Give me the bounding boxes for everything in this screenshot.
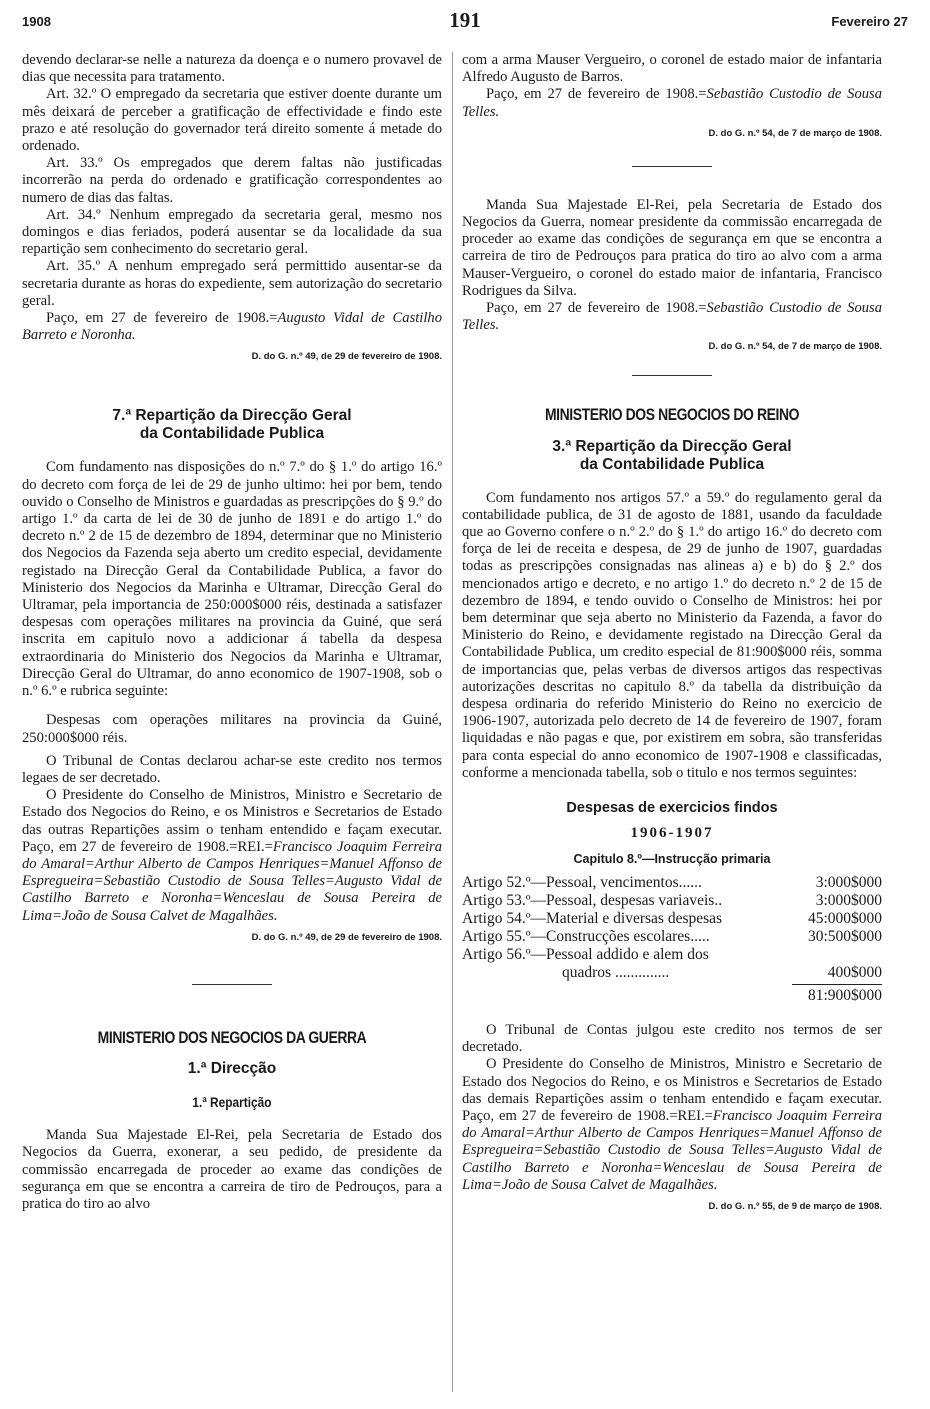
page-number: 191 [449, 8, 481, 32]
signatory: Sebastião Custodio de Sousa Telles. [462, 300, 883, 334]
section-heading-line1: 7.ª Repartição da Direcção Geral [112, 407, 352, 425]
separator-rule [632, 166, 712, 167]
column-divider [452, 52, 453, 1392]
decree-paragraph: Com fundamento nas disposições do n.º 7.º do § 1.º do artigo 16.º do decreto com força de lei de 29 de junho ultimo: hei por bem, tendo ouvido o Conselho de Ministros e guardadas as prescripções do § 9.º do artigo 1.º da carta de lei de 30 de junho de 1891 e do artigo 1.º do decreto n.º 2 de 15 de dezembro de 1894, determinar que no Ministerio dos Negocios da Fazenda seja aberto um credito especial, devidamente registado na Direcção Geral da Contabilidade Publica, a favor do Ministerio dos Negocios da Marinha e Ultramar, Direcção Geral do Ultramar, pela importancia de 250:000$000 réis, destinada a satisfazer despesas com operações militares na provincia da Guiné, que será inscrita em capitulo novo a addicionar á tabella da despesa extraordinaria do Ministerio dos Negocios da Marinha e Ultramar, Direcção Geral do Ultramar, do anno economico de 1907-1908, sob o n.º 6.º e rubrica seguinte: [22, 459, 442, 700]
tribunal-paragraph: O Tribunal de Contas declarou achar-se este credito nos termos legaes de ser decretado. [22, 752, 442, 786]
table-years: 1906-1907 [630, 825, 714, 842]
table-title: Despesas de exercicios findos [566, 800, 778, 817]
signatures-paragraph [22, 787, 442, 925]
signatory: Augusto Vidal de Castilho Barreto e Noronha. [22, 310, 442, 344]
table-chapter: Capitulo 8.º—Instrucção primaria [573, 851, 771, 866]
order-paragraph: Manda Sua Majestade El-Rei, pela Secretaria de Estado dos Negocios da Guerra, exonerar, a seu pedido, de presidente da commissão encarregada de proceder ao exame das condições de segurança em que se encontra a carreira de tiro de Pedrouços, para a pratica do tiro ao alvo [22, 1127, 442, 1212]
subsection-heading: 1.ª Repartição [192, 1093, 272, 1110]
article-32: Art. 32.º O empregado da secretaria que estiver doente durante um mês deixará de perceber a gratificação de effectividade e findo este prazo e até resolução do governador terá direito somente á metade do ordenado. [22, 86, 442, 155]
row-value: 45:000$000 [807, 909, 882, 927]
expense-paragraph: Despesas com operações militares na provincia da Guiné, 250:000$000 réis. [22, 712, 442, 746]
date-line: Paço, em 27 de fevereiro de 1908.= [46, 310, 278, 327]
paragraph: devendo declarar-se nelle a natureza da doença e o numero provavel de dias que necessita para tratamento. [22, 52, 442, 86]
row-label: Artigo 56.º—Pessoal addido e alem dos [462, 945, 709, 963]
signatures-paragraph [462, 1056, 882, 1194]
signatories: Francisco Joaquim Ferreira do Amaral=Arthur Alberto de Campos Henriques=Manuel Affonso de Espregueira=Sebastião Custodio de Sousa Telles=Augusto Vidal de Castilho Barreto e Noronha=Wenceslau de Sousa Pereira de Lima=João de Sousa Calvet de Magalhães. [22, 838, 442, 924]
date-line: Paço, em 27 de fevereiro de 1908.= [486, 300, 707, 317]
signature-paragraph [22, 310, 442, 344]
row-label: Artigo 55.º—Construcções escolares..... [462, 927, 710, 945]
article-34: Art. 34.º Nenhum empregado da secretaria geral, mesmo nos domingos e dias feriados, poderá ausentar se da localidade da sua repartição sem conhecimento do secretario geral. [22, 206, 442, 258]
decree-text: O Presidente do Conselho de Ministros, Ministro e Secretario de Estado dos Negocios do Reino, e os Ministros e Secretarios de Estado das outras Repartições assim o tenham entendido e façam executar. Paço, em 27 de fevereiro de 1908.=REI.= [22, 787, 442, 855]
row-value: 400$000 [827, 963, 882, 981]
directorate-heading: 1.ª Direcção [187, 1059, 277, 1077]
row-label: quadros .............. [562, 963, 670, 981]
ministry-heading: MINISTERIO DOS NEGOCIOS DA GUERRA [97, 1027, 367, 1047]
total-rule [792, 984, 882, 985]
date-line: Paço, em 27 de fevereiro de 1908.= [486, 86, 707, 103]
left-column [22, 52, 442, 1213]
header-year: 1908 [22, 14, 51, 29]
row-value: 3:000$000 [815, 891, 882, 909]
table-row [462, 964, 882, 982]
ministry-heading: MINISTERIO DOS NEGOCIOS DO REINO [544, 405, 800, 425]
separator-rule [192, 984, 272, 985]
table-row [462, 874, 882, 892]
table-row [462, 946, 882, 964]
table-total: 81:900$000 [807, 986, 882, 1004]
table-row [462, 910, 882, 928]
section-heading [22, 407, 442, 443]
right-column [462, 52, 882, 1213]
source-citation: D. do G. n.º 54, de 7 de março de 1908. [708, 127, 882, 139]
signature-paragraph [462, 86, 882, 120]
section-heading-line1: 3.ª Repartição da Direcção Geral [552, 437, 792, 455]
order-paragraph: Manda Sua Majestade El-Rei, pela Secretaria de Estado dos Negocios da Guerra, nomear presidente da commissão encarregada de proceder ao exame das condições de segurança em que se encontra a carreira de tiro de Pedrouços para pratica do tiro ao alvo com a arma Mauser-Vergueiro, o coronel do estado maior de infantaria, Francisco Rodrigues da Silva. [462, 196, 882, 299]
separator-rule [632, 375, 712, 376]
article-33: Art. 33.º Os empregados que derem faltas não justificadas incorrerão na perda do ordenado e gratificação correspondentes ao numero de dias das faltas. [22, 155, 442, 206]
article-35: Art. 35.º A nenhum empregado será permittido ausentar-se da secretaria durante as horas do expediente, sem autorização do secretario geral. [22, 258, 442, 309]
decree-text: O Presidente do Conselho de Ministros, Ministro e Secretario de Estado dos Negocios do Reino, e os Ministros e Secretarios de Estado das demais Repartições assim o tenham entendido e façam executar. Paço, em 27 de fevereiro de 1908.=REI.= [462, 1056, 882, 1124]
row-label: Artigo 54.º—Material e diversas despesas [462, 909, 723, 927]
section-heading-line2: da Contabilidade Publica [579, 455, 765, 473]
signatories: Francisco Joaquim Ferreira do Amaral=Arthur Alberto de Campos Henriques=Manuel Affonso de Espregueira=Sebastião Custodio de Sousa Telles=Augusto Vidal de Castilho Barreto e Noronha=Wenceslau de Sousa Pereira de Lima=João de Sousa Calvet de Magalhães. [462, 1107, 882, 1193]
signatory: Sebastião Custodio de Sousa Telles. [462, 86, 883, 120]
row-value: 3:000$000 [815, 873, 882, 891]
table-row [462, 928, 882, 946]
page-header [22, 8, 908, 38]
table-row [462, 892, 882, 910]
section-heading-line2: da Contabilidade Publica [139, 425, 325, 443]
expense-table [462, 874, 882, 1004]
signature-paragraph [462, 300, 882, 334]
row-value: 30:500$000 [807, 927, 882, 945]
source-citation: D. do G. n.º 49, de 29 de fevereiro de 1908. [251, 931, 442, 943]
header-date: Fevereiro 27 [831, 14, 908, 29]
source-citation: D. do G. n.º 54, de 7 de março de 1908. [708, 341, 882, 353]
paragraph: com a arma Mauser Vergueiro, o coronel de estado maior de infantaria Alfredo Augusto de Barros. [462, 52, 882, 86]
tribunal-paragraph: O Tribunal de Contas julgou este credito nos termos de ser decretado. [462, 1021, 882, 1056]
source-citation: D. do G. n.º 55, de 9 de março de 1908. [708, 1200, 882, 1212]
section-heading [462, 438, 882, 474]
row-label: Artigo 52.º—Pessoal, vencimentos...... [462, 873, 702, 891]
source-citation: D. do G. n.º 49, de 29 de fevereiro de 1908. [251, 351, 442, 363]
decree-paragraph: Com fundamento nos artigos 57.º a 59.º do regulamento geral da contabilidade publica, de 31 de agosto de 1881, usando da faculdade que ao Governo confere o n.º 2.º do § 1.º do artigo 16.º do decreto com força de lei de receita e despesa, de 29 de junho de 1907, guardadas todas as prescripções consignadas nas alineas a) e b) do § 2.º dos mencionados artigo e decreto, e no artigo 1.º do decreto n.º 2 de 15 de dezembro de 1894, e tendo ouvido o Conselho de Ministros: hei por bem determinar que seja aberto no Ministerio da Fazenda, a favor do Ministerio do Reino, e devidamente registado na Direcção Geral da Contabilidade Publica, um credito especial de 81:900$000 réis, somma de importancias que, pelas verbas de diversos artigos das respectivas autorizações descritas no capitulo 8.º da tabella da distribuição da despesa ordinaria do referido Ministerio do Reino no exercicio de 1906-1907, autorizada pelo decreto de 14 de fevereiro de 1907, foram liquidadas e não pagas e que, por existirem em sobra, são transferidas para conta especial do anno economico de 1907-1908 e classificadas, conforme a mencionada tabella, sob o titulo e nos termos seguintes: [462, 489, 882, 781]
row-value [792, 946, 882, 964]
row-label: Artigo 53.º—Pessoal, despesas variaveis.. [462, 891, 723, 909]
